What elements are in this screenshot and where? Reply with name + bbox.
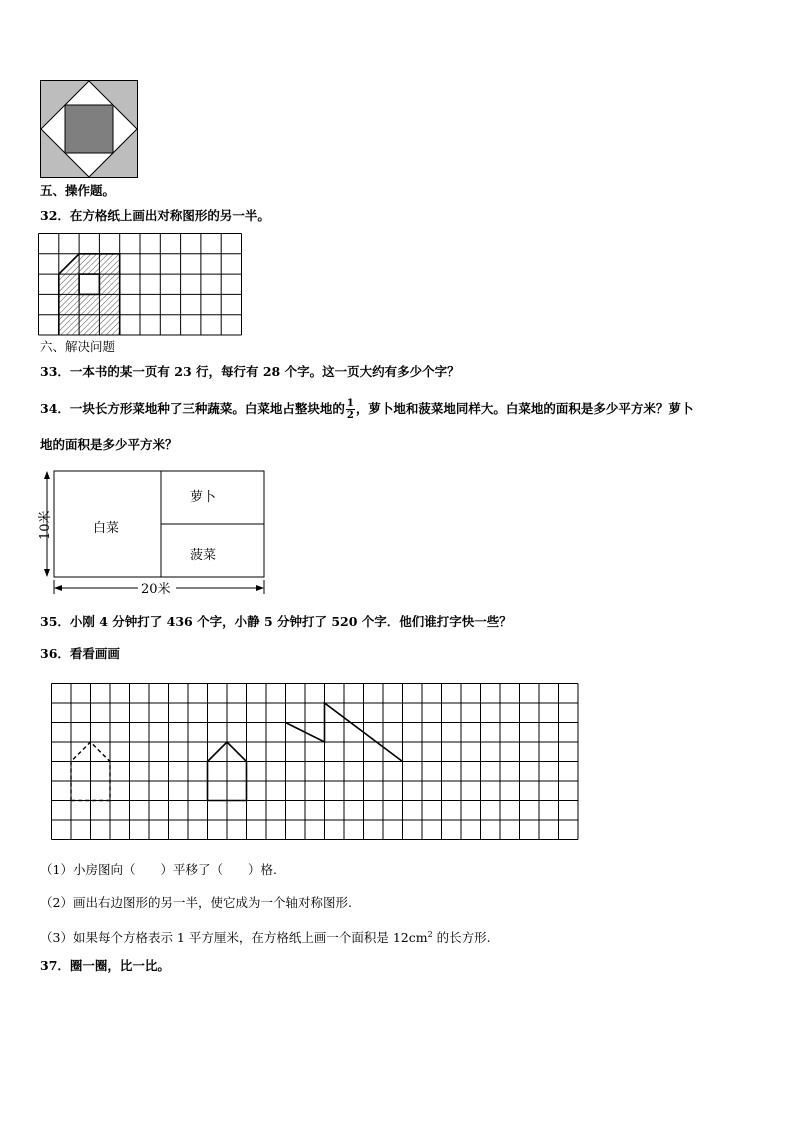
question-35 xyxy=(40,614,512,630)
question-36-part1: （1）小房图向（ ）平移了（ ）格. xyxy=(40,862,277,877)
question-text: 一块长方形菜地种了三种蔬菜。白菜地占整块地的 xyxy=(69,401,345,416)
part3-text: （3）如果每个方格表示 1 平方厘米，在方格纸上画一个面积是 12cm xyxy=(40,930,428,946)
fraction-one-half xyxy=(346,398,355,421)
question-36-part2: （2）画出右边图形的另一半，使它成为一个轴对称图形. xyxy=(40,895,352,910)
question-number: 32． xyxy=(40,208,70,223)
radish-label: 萝卜 xyxy=(190,490,217,505)
hatched-cell xyxy=(59,315,79,335)
question-text: 小刚 4 分钟打了 436 个字，小静 5 分钟打了 520 个字．他们谁打字快一些？ xyxy=(69,614,512,629)
fraction-numerator: 1 xyxy=(346,398,354,409)
question-text-cont: ，萝卜地和菠菜地同样大。白菜地的面积是多少平方米？萝卜 xyxy=(355,401,694,416)
hatched-cell xyxy=(99,254,119,274)
width-dimension-label: 20米 xyxy=(141,582,171,597)
hatched-cell xyxy=(79,294,99,314)
section-5-heading: 五、操作题。 xyxy=(40,183,116,198)
hatched-cell xyxy=(99,315,119,335)
nested-squares-figure xyxy=(40,80,138,178)
part3-text-cont: 的长方形. xyxy=(432,930,491,946)
question-32 xyxy=(40,208,270,224)
question-33 xyxy=(40,364,460,380)
vegetable-field-figure xyxy=(36,468,268,598)
fraction-denominator: 2 xyxy=(346,410,354,421)
hatched-cell xyxy=(99,274,119,294)
section-6-heading: 六、解决问题 xyxy=(40,339,116,354)
question-number: 35． xyxy=(40,614,70,629)
hatched-cell xyxy=(59,274,79,294)
question-36 xyxy=(40,646,120,662)
height-dimension-label: 10米 xyxy=(38,510,53,540)
symmetry-grid xyxy=(38,233,243,334)
hatched-cell xyxy=(79,315,99,335)
question-text: 一本书的某一页有 23 行，每行有 28 个字。这一页大约有多少个字？ xyxy=(69,364,460,379)
question-number: 33． xyxy=(40,364,70,379)
superscript-2: 2 xyxy=(427,930,433,939)
question-number: 34． xyxy=(40,401,70,416)
hatched-cell xyxy=(59,294,79,314)
question-text: 圈一圈，比一比。 xyxy=(69,958,170,973)
question-36-part3 xyxy=(40,927,491,946)
hatched-cell xyxy=(79,254,99,274)
question-34-line2: 地的面积是多少平方米？ xyxy=(40,437,178,452)
hatched-cell xyxy=(99,294,119,314)
question-number: 37． xyxy=(40,958,70,973)
question-text: 在方格纸上画出对称图形的另一半。 xyxy=(69,208,270,223)
cabbage-label: 白菜 xyxy=(93,521,120,536)
question-37 xyxy=(40,958,170,974)
question-text: 看看画画 xyxy=(69,646,120,661)
question-number: 36． xyxy=(40,646,70,661)
drawing-grid xyxy=(51,683,579,841)
inner-hole xyxy=(79,274,99,294)
question-34 xyxy=(40,398,693,421)
spinach-label: 菠菜 xyxy=(190,548,217,563)
